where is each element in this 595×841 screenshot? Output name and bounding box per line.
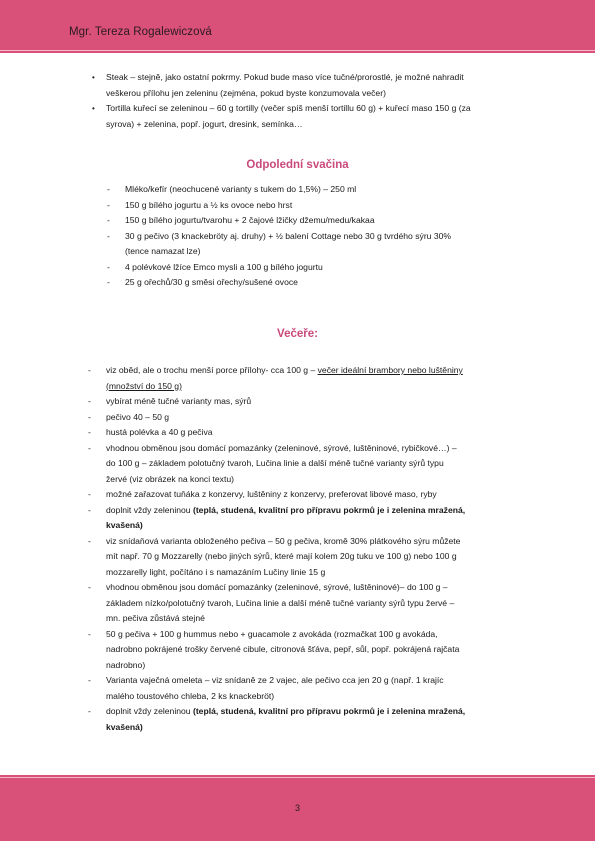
dinner-list [88, 363, 536, 735]
list-item-line: nadrobno pokrájené trošky červené cibule, citronová šťáva, pepř, sůl, popř. pokrájená rajčata [106, 644, 460, 654]
list-item-line: nadrobno) [106, 659, 146, 670]
dash-marker: - [88, 365, 91, 375]
intro-bullet-list [92, 70, 546, 132]
list-item-line: malého toustového chleba, 2 ks knackebröt) [106, 690, 275, 701]
list-item [88, 441, 536, 488]
list-item [88, 503, 536, 534]
list-item [107, 182, 525, 198]
list-item [88, 487, 536, 503]
list-item [92, 101, 546, 132]
author-name: Mgr. Tereza Rogalewiczová [69, 26, 212, 38]
item-underlined-text: (množství do 150 g) [106, 380, 182, 391]
list-item-line: do 100 g – základem polotučný tvaroh, Lučina linie a další méně tučné varianty sýrů typu [106, 458, 444, 468]
list-item-line: 50 g pečiva + 100 g hummus nebo + guacamole z avokáda (rozmačkat 100 g avokáda, [106, 628, 438, 639]
dash-marker: - [88, 675, 91, 685]
list-item-line: mozzarelly light, počítáno i s namazáním Lučiny linie 15 g [106, 566, 326, 577]
section-heading-afternoon-snack: Odpolední svačina [246, 159, 349, 171]
section-heading-dinner: Večeře: [277, 328, 318, 340]
bullet-icon: • [92, 104, 95, 113]
list-item [107, 229, 525, 260]
list-item [92, 70, 546, 101]
dash-marker: - [88, 535, 91, 546]
list-item [107, 275, 525, 291]
list-item [107, 260, 525, 276]
item-text: viz oběd, ale o trochu menší porce přílohy- cca 100 g – [106, 365, 318, 375]
dash-marker: - [88, 396, 91, 406]
item-text: doplnit vždy zeleninou [106, 504, 193, 515]
list-item-line [106, 518, 536, 534]
list-item-line: 30 g pečivo (3 knackebröty aj. druhy) + ½ balení Cottage nebo 30 g tvrdého sýru 30% [125, 230, 452, 241]
list-item [88, 627, 536, 674]
dash-marker: - [107, 199, 110, 210]
dash-marker: - [88, 442, 91, 453]
list-item [88, 534, 536, 581]
list-item-line [106, 720, 536, 736]
list-item-line: mít např. 70 g Mozzarelly (nebo jiných sýrů, které mají kolem 20g tuku ve 100 g) nebo 100 g [106, 551, 457, 561]
list-item-line [106, 704, 536, 720]
list-item [107, 198, 525, 214]
dash-marker: - [107, 230, 110, 241]
list-item-line: základem nízko/polotučný tvaroh, Lučina linie a další méně tučné varianty sýrů typu žervé – [106, 597, 455, 608]
list-item-line: vhodnou obměnou jsou domácí pomazánky (zeleninové, sýrové, luštěninové)– do 100 g – [106, 582, 448, 592]
list-item-line: syrova) + zelenina, popř. jogurt, dresink, semínka… [106, 118, 303, 129]
item-bold-text: kvašená) [106, 721, 143, 732]
list-item-line: vybírat méně tučné varianty mas, sýrů [106, 396, 252, 406]
list-item [88, 425, 536, 441]
item-bold-text: (teplá, studená, kvalitní pro přípravu pokrmů je i zelenina mražená, [192, 706, 466, 716]
list-item [88, 673, 536, 704]
list-item [88, 580, 536, 627]
page-number: 3 [294, 803, 300, 813]
list-item-line: Varianta vaječná omeleta – viz snídaně ze 2 vajec, ale pečivo cca jen 20 g (např. 1 krajíc [106, 675, 444, 685]
list-item-line: Tortilla kuřecí se zeleninou – 60 g tortilly (večer spíš menší tortillu 60 g) + kuřecí maso 150 g (za [106, 103, 471, 113]
dash-marker: - [88, 411, 91, 422]
list-item-line: Steak – stejně, jako ostatní pokrmy. Pokud bude maso více tučné/prorostlé, je možné nahradit [106, 72, 464, 82]
dash-marker: - [88, 504, 91, 515]
list-item [88, 704, 536, 735]
header-divider [0, 50, 595, 51]
list-item-line: (tence namazat lze) [125, 246, 201, 256]
footer-divider [0, 777, 595, 778]
afternoon-snack-list [107, 182, 525, 291]
list-item-line: 25 g ořechů/30 g směsi ořechy/sušené ovoce [125, 277, 298, 287]
bullet-icon: • [92, 73, 95, 82]
list-item-line [106, 363, 536, 379]
item-bold-text: (teplá, studená, kvalitní pro přípravu pokrmů je i zelenina mražená, [192, 504, 466, 515]
list-item [88, 410, 536, 426]
dash-marker: - [88, 628, 91, 639]
list-item-line: mn. pečiva zůstává stejné [106, 613, 205, 623]
dash-marker: - [88, 489, 91, 499]
list-item-line: možné zařazovat tuňáka z konzervy, luštěniny z konzervy, preferovat libové maso, ryby [106, 489, 437, 499]
list-item-line: pečivo 40 – 50 g [106, 411, 170, 422]
dash-marker: - [107, 277, 110, 287]
dash-marker: - [107, 215, 110, 225]
dash-marker: - [88, 427, 91, 437]
item-underlined-text: večer ideální brambory nebo luštěniny [317, 365, 463, 375]
dash-marker: - [107, 184, 110, 194]
list-item-line: veškerou přílohu jen zeleninu (zejména, pokud byste konzumovala večer) [106, 87, 386, 98]
list-item-line: Mléko/kefír (neochucené varianty s tukem do 1,5%) – 250 ml [125, 184, 357, 194]
list-item-line: 150 g bílého jogurtu a ½ ks ovoce nebo hrst [125, 199, 293, 210]
list-item-line [106, 503, 536, 519]
dash-marker: - [88, 706, 91, 716]
list-item-line: viz snídaňová varianta obloženého pečiva – 50 g pečiva, kromě 30% plátkového sýru můžete [106, 535, 461, 546]
list-item-line: vhodnou obměnou jsou domácí pomazánky (zeleninové, sýrové, luštěninové, rybičkové…) – [106, 442, 457, 453]
list-item-line: hustá polévka a 40 g pečiva [106, 427, 213, 437]
list-item [107, 213, 525, 229]
list-item [88, 394, 536, 410]
item-bold-text: kvašená) [106, 520, 143, 530]
list-item-line: 150 g bílého jogurtu/tvarohu + 2 čajové lžičky džemu/medu/kakaa [125, 215, 375, 225]
dash-marker: - [107, 261, 110, 272]
item-text: doplnit vždy zeleninou [106, 706, 193, 716]
dash-marker: - [88, 582, 91, 592]
list-item [88, 363, 536, 394]
list-item-line [106, 379, 536, 395]
list-item-line: žervé (viz obrázek na konci textu) [106, 473, 235, 484]
list-item-line: 4 polévkové lžíce Emco mysli a 100 g bílého jogurtu [125, 261, 323, 272]
